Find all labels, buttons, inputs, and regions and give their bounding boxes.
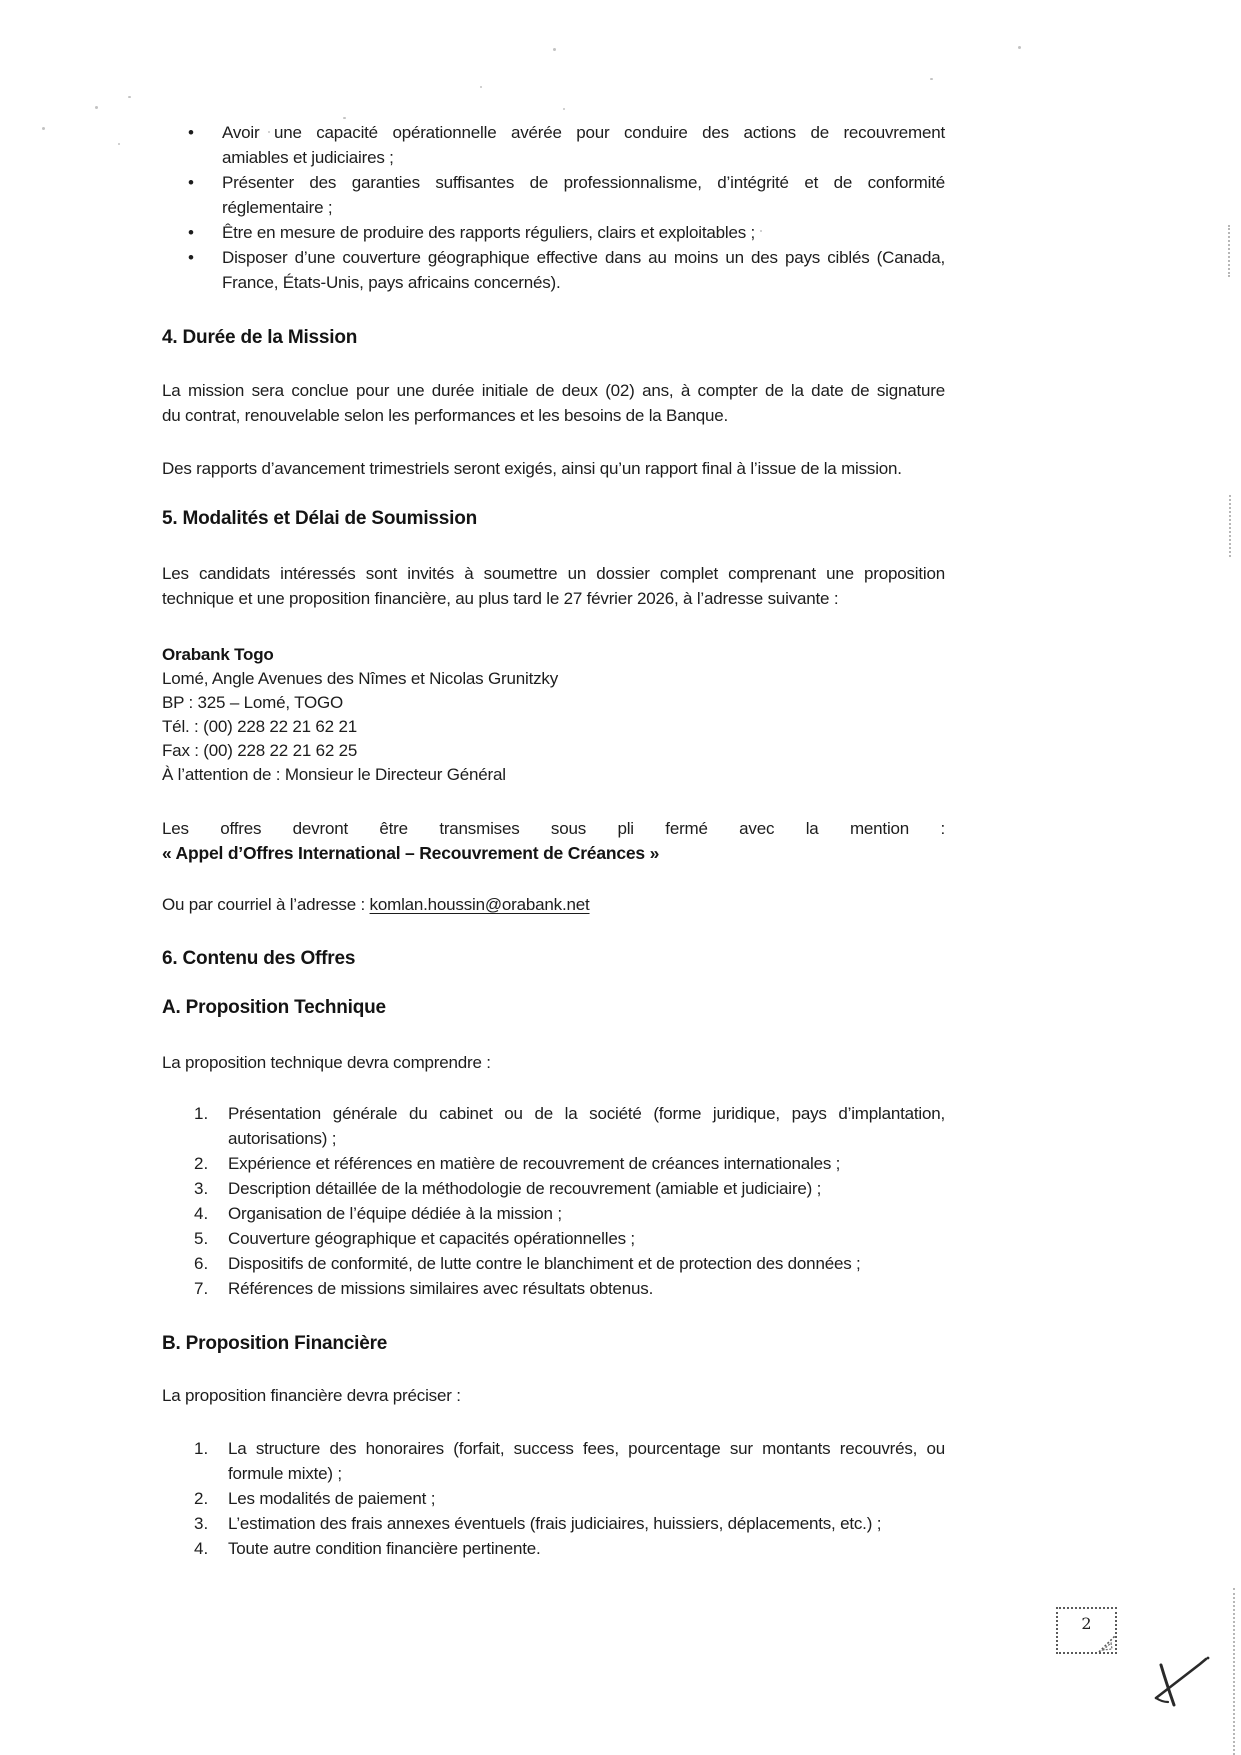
text-line: Organisation de l’équipe dédiée à la mission ; bbox=[228, 1204, 562, 1223]
list-item bbox=[162, 170, 945, 220]
page-number: 2 bbox=[1081, 1614, 1092, 1633]
address-company-name: Orabank Togo bbox=[162, 645, 274, 664]
text-line: Expérience et références en matière de recouvrement de créances internationales ; bbox=[228, 1154, 841, 1173]
section-5-heading: 5. Modalités et Délai de Soumission bbox=[162, 508, 478, 529]
bullet-icon: • bbox=[188, 123, 194, 142]
list-item bbox=[162, 1536, 945, 1561]
scan-noise-dot bbox=[563, 108, 565, 110]
paragraph bbox=[162, 561, 945, 611]
scan-noise-dot bbox=[343, 117, 346, 119]
text-line: La structure des honoraires (forfait, success fees, pourcentage sur montants recouvrés, ou bbox=[228, 1439, 945, 1458]
text-line: autorisations) ; bbox=[228, 1129, 337, 1148]
scan-noise-dot bbox=[1018, 46, 1021, 49]
list-item bbox=[162, 245, 945, 295]
scan-artifact-dots bbox=[1233, 1588, 1235, 1755]
text-line: Couverture géographique et capacités opérationnelles ; bbox=[228, 1229, 635, 1248]
text-line: Les modalités de paiement ; bbox=[228, 1489, 436, 1508]
text-line: La mission sera conclue pour une durée initiale de deux (02) ans, à compter de la date de signature bbox=[162, 381, 945, 400]
email-link[interactable]: komlan.houssin@orabank.net bbox=[369, 895, 590, 914]
scan-noise-dot bbox=[480, 86, 482, 88]
list-item bbox=[162, 1101, 945, 1151]
scan-artifact-dots bbox=[1228, 225, 1230, 277]
text-line: Des rapports d’avancement trimestriels seront exigés, ainsi qu’un rapport final à l’issue de la mission. bbox=[162, 459, 902, 478]
text-line: L’estimation des frais annexes éventuels (frais judiciaires, huissiers, déplacements, etc.) ; bbox=[228, 1514, 882, 1533]
list-number: 5. bbox=[194, 1229, 209, 1248]
paragraph bbox=[162, 378, 945, 428]
bullet-icon: • bbox=[188, 223, 194, 242]
scan-noise-dot bbox=[128, 96, 131, 98]
dog-ear-fold-icon bbox=[1097, 1634, 1117, 1654]
list-item bbox=[162, 1176, 945, 1201]
text-line: Avoir une capacité opérationnelle avérée pour conduire des actions de recouvrement bbox=[222, 123, 945, 142]
part-b-heading: B. Proposition Financière bbox=[162, 1333, 388, 1354]
list-item bbox=[162, 1436, 945, 1486]
list-item bbox=[162, 1226, 945, 1251]
paragraph bbox=[162, 1383, 945, 1408]
text-line: France, États-Unis, pays africains concernés). bbox=[222, 273, 561, 292]
part-a-heading: A. Proposition Technique bbox=[162, 997, 386, 1018]
section-6-heading: 6. Contenu des Offres bbox=[162, 948, 356, 969]
scan-noise-dot bbox=[553, 48, 556, 51]
address-line: Lomé, Angle Avenues des Nîmes et Nicolas Grunitzky bbox=[162, 669, 558, 688]
page-number-badge bbox=[1056, 1607, 1117, 1654]
technical-proposal-list bbox=[162, 1101, 945, 1301]
signature-x-mark bbox=[1146, 1652, 1212, 1714]
address-line: À l’attention de : Monsieur le Directeur Général bbox=[162, 765, 506, 784]
scan-noise-dot bbox=[42, 127, 45, 130]
list-item bbox=[162, 1276, 945, 1301]
list-number: 6. bbox=[194, 1254, 209, 1273]
text-line: Être en mesure de produire des rapports réguliers, clairs et exploitables ; bbox=[222, 223, 756, 242]
list-item bbox=[162, 1251, 945, 1276]
text-line: Description détaillée de la méthodologie de recouvrement (amiable et judiciaire) ; bbox=[228, 1179, 822, 1198]
list-item bbox=[162, 1486, 945, 1511]
text-line: Présenter des garanties suffisantes de professionnalisme, d’intégrité et de conformité bbox=[222, 173, 945, 192]
address-block bbox=[162, 643, 945, 787]
text-line: technique et une proposition financière, au plus tard le 27 février 2026, à l’adresse suivante : bbox=[162, 589, 839, 608]
list-number: 2. bbox=[194, 1154, 209, 1173]
list-number: 4. bbox=[194, 1204, 209, 1223]
mention-paragraph bbox=[162, 816, 945, 866]
text-line: formule mixte) ; bbox=[228, 1464, 342, 1483]
section-4-heading: 4. Durée de la Mission bbox=[162, 327, 358, 348]
scan-noise-dot bbox=[95, 106, 98, 109]
list-item bbox=[162, 220, 945, 245]
list-number: 1. bbox=[194, 1104, 209, 1123]
address-line: BP : 325 – Lomé, TOGO bbox=[162, 693, 344, 712]
scan-artifact-dots bbox=[1229, 495, 1231, 557]
text-line: Toute autre condition financière pertinente. bbox=[228, 1539, 541, 1558]
paragraph bbox=[162, 456, 945, 481]
text-line: amiables et judiciaires ; bbox=[222, 148, 394, 167]
text-line: La proposition financière devra préciser : bbox=[162, 1386, 461, 1405]
list-number: 3. bbox=[194, 1514, 209, 1533]
text-line: Les candidats intéressés sont invités à soumettre un dossier complet comprenant une proposition bbox=[162, 564, 945, 583]
list-number: 2. bbox=[194, 1489, 209, 1508]
list-item bbox=[162, 1511, 945, 1536]
qualification-bullet-list bbox=[162, 120, 945, 295]
text-line: Les offres devront être transmises sous pli fermé avec la mention : bbox=[162, 819, 945, 838]
bullet-icon: • bbox=[188, 173, 194, 192]
list-number: 4. bbox=[194, 1539, 209, 1558]
text-line: réglementaire ; bbox=[222, 198, 333, 217]
email-prefix-text: Ou par courriel à l’adresse : bbox=[162, 895, 370, 914]
text-line: Références de missions similaires avec résultats obtenus. bbox=[228, 1279, 654, 1298]
text-line: Disposer d’une couverture géographique effective dans au moins un des pays ciblés (Canada, bbox=[222, 248, 945, 267]
scan-noise-dot bbox=[118, 143, 120, 145]
paragraph bbox=[162, 1050, 945, 1075]
tender-title-line: « Appel d’Offres International – Recouvrement de Créances » bbox=[162, 843, 660, 863]
scan-noise-dot bbox=[930, 78, 933, 80]
bullet-icon: • bbox=[188, 248, 194, 267]
financial-proposal-list bbox=[162, 1436, 945, 1561]
list-number: 1. bbox=[194, 1439, 209, 1458]
address-line: Fax : (00) 228 22 21 62 25 bbox=[162, 741, 358, 760]
list-number: 7. bbox=[194, 1279, 209, 1298]
list-number: 3. bbox=[194, 1179, 209, 1198]
list-item bbox=[162, 1151, 945, 1176]
list-item bbox=[162, 120, 945, 170]
address-line: Tél. : (00) 228 22 21 62 21 bbox=[162, 717, 357, 736]
text-line: La proposition technique devra comprendre : bbox=[162, 1053, 491, 1072]
text-line: Présentation générale du cabinet ou de la société (forme juridique, pays d’implantation, bbox=[228, 1104, 945, 1123]
list-item bbox=[162, 1201, 945, 1226]
text-line: du contrat, renouvelable selon les performances et les besoins de la Banque. bbox=[162, 406, 728, 425]
email-paragraph bbox=[162, 892, 945, 917]
text-line: Dispositifs de conformité, de lutte contre le blanchiment et de protection des données ; bbox=[228, 1254, 861, 1273]
